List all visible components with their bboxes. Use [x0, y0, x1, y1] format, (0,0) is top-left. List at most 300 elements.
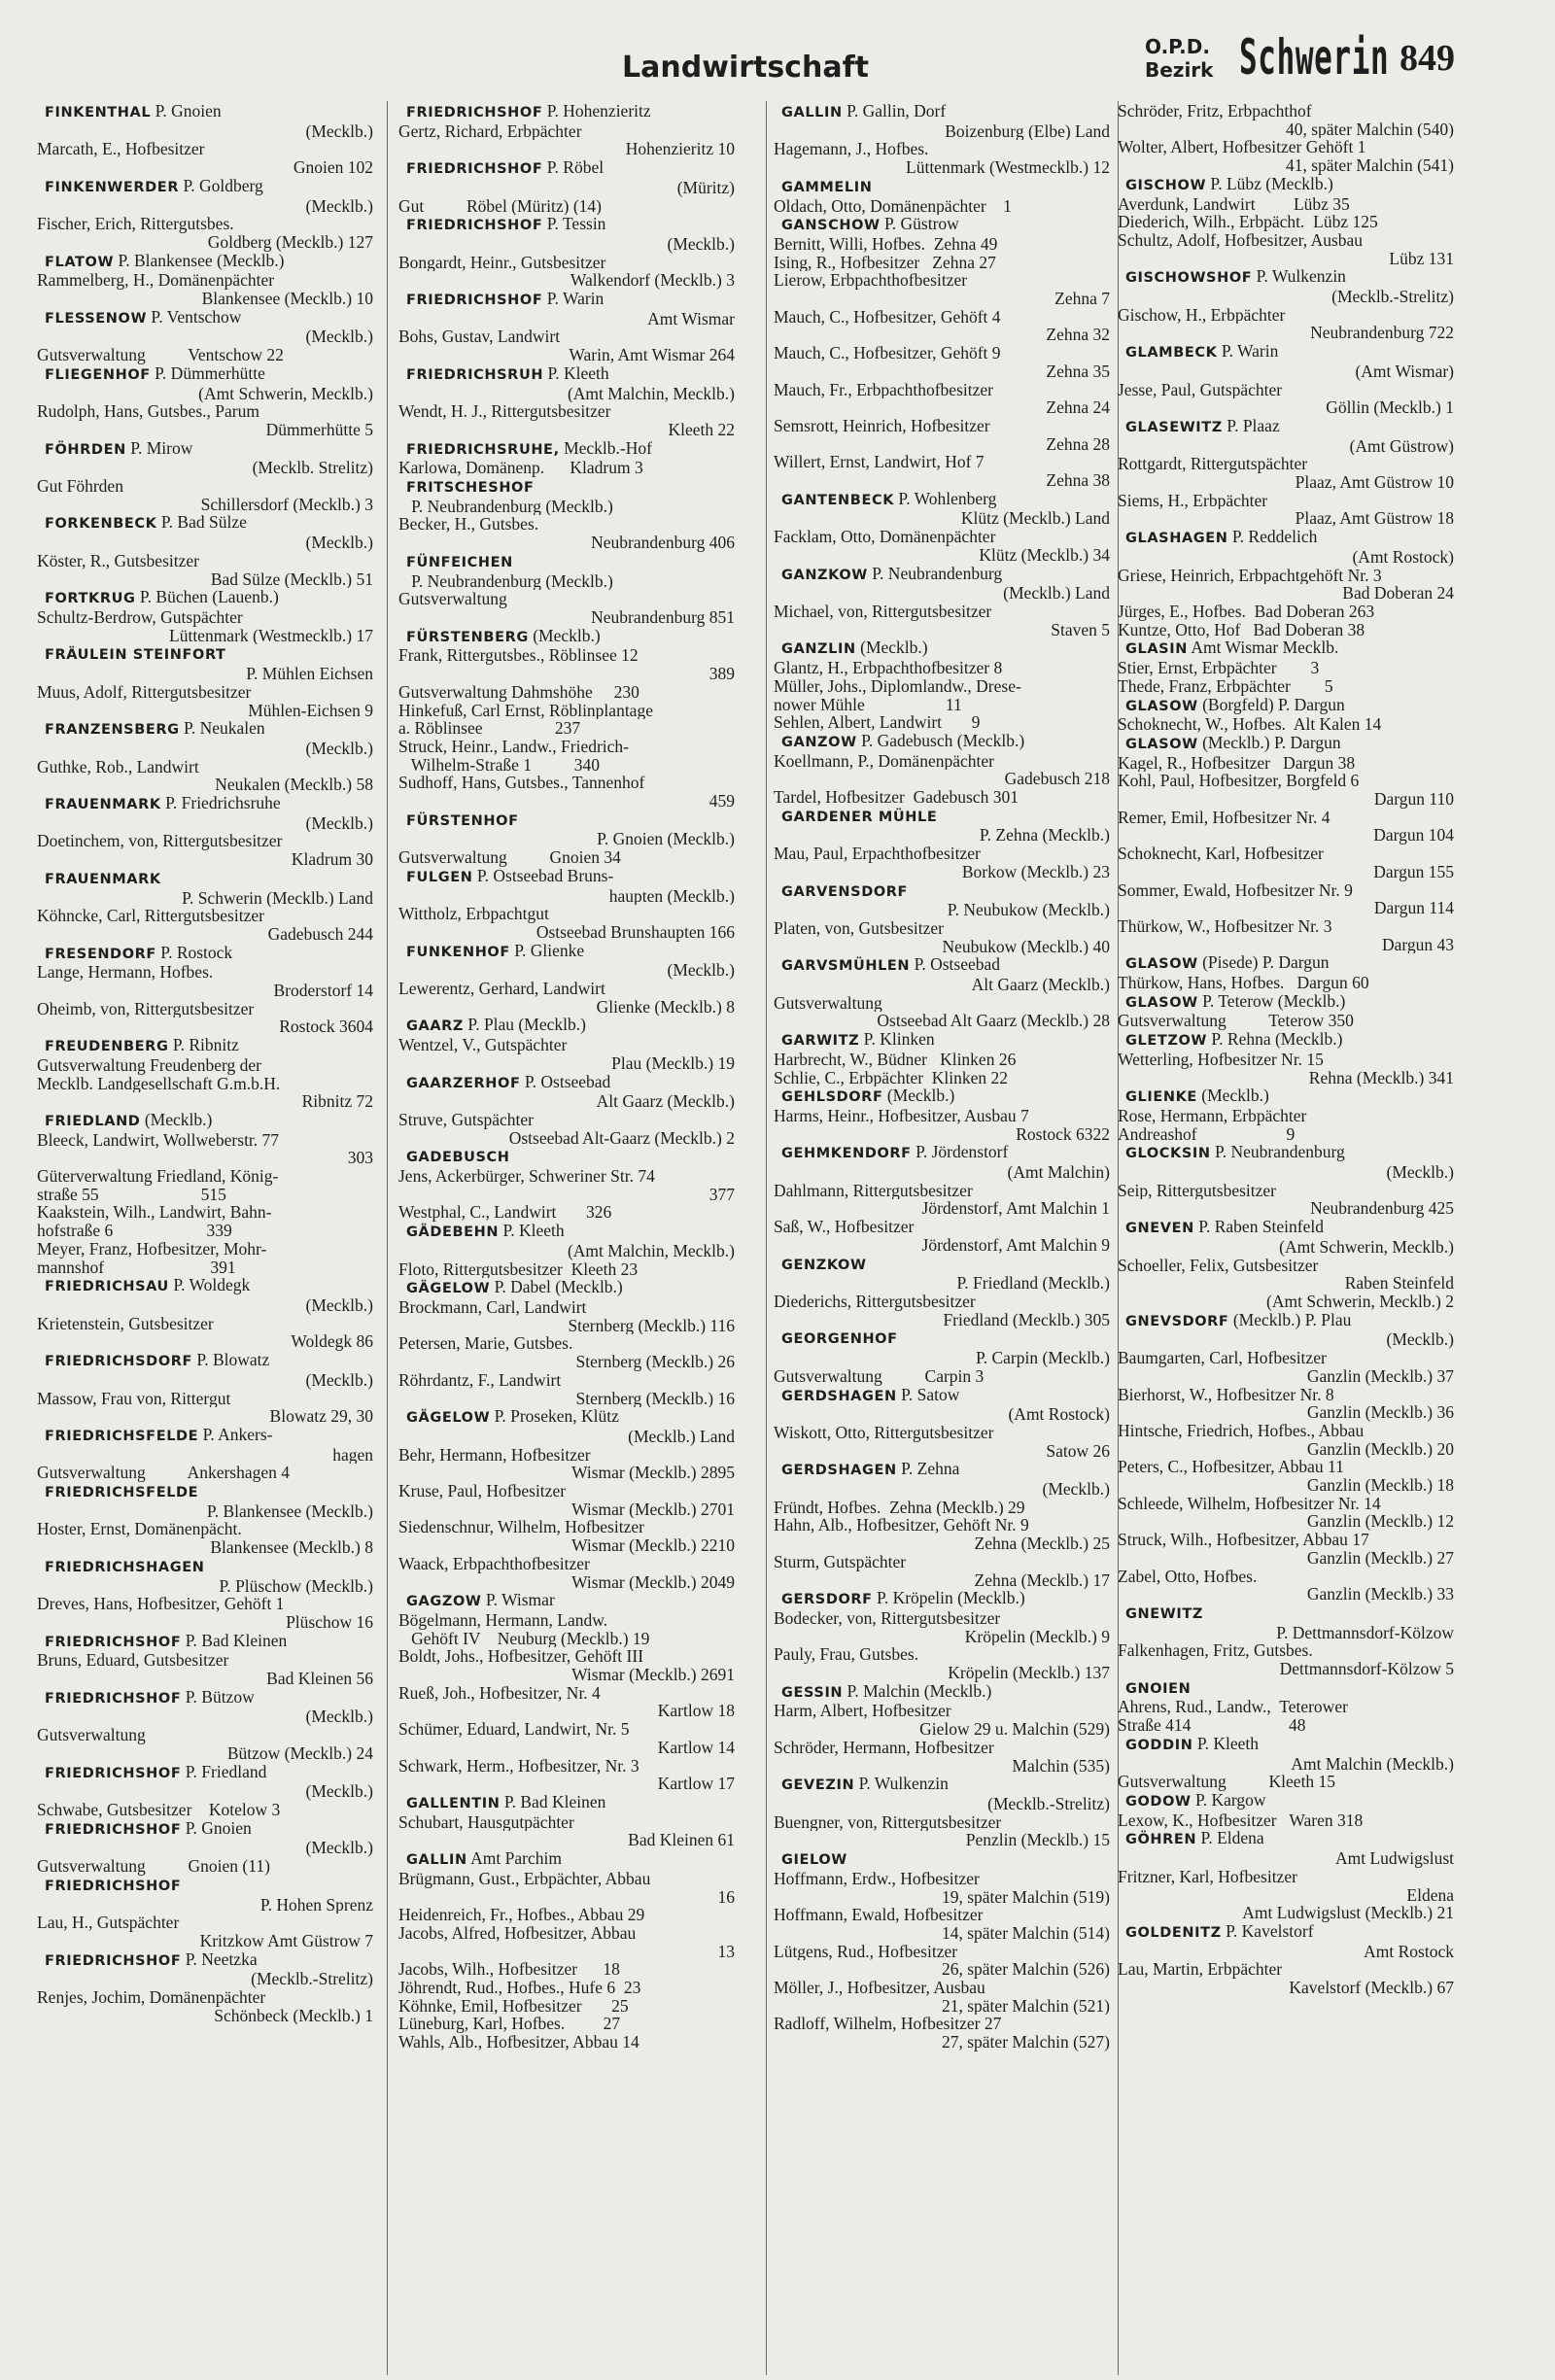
entry-line: Glantz, H., Erbpachthofbesitzer 8 [774, 659, 1003, 677]
place-postal-info: P. Reddelich [1227, 528, 1318, 547]
entry-detail-line: 459 [708, 792, 735, 811]
entry-line: Wolter, Albert, Hofbesitzer Gehöft 1 [1118, 138, 1366, 157]
place-heading [37, 308, 379, 328]
place-postal-info: P. Wulkenzin [854, 1775, 949, 1794]
place-heading [774, 1682, 1116, 1703]
place-postal-info: P. Gallin, Dorf [842, 102, 947, 121]
column-divider [387, 101, 388, 2375]
entry-line: Bongardt, Heinr., Gutsbesitzer [398, 253, 606, 272]
entry-detail-line: Dargun 110 [1373, 790, 1454, 809]
place-heading [398, 290, 741, 310]
entry-detail-line: (Amt Malchin, Mecklb.) [567, 1241, 735, 1260]
entry-detail-line: (Mecklb.-Strelitz) [251, 1970, 373, 1989]
entry-line: Struck, Heinr., Landw., Friedrich- [398, 737, 630, 756]
place-heading [1118, 1030, 1460, 1051]
entry-line: Harm, Albert, Hofbesitzer [774, 1702, 951, 1721]
entry-detail-line: P. Plüschow (Mecklb.) [219, 1576, 373, 1596]
entry-line: Gutsverwaltung Gnoien (11) [37, 1857, 270, 1876]
entry-detail-line: Ostseebad Brunshaupten 166 [536, 922, 735, 942]
entry-line: Harbrecht, W., Büdner Klinken 26 [774, 1050, 1017, 1069]
place-heading [774, 638, 1116, 659]
entry-detail-line: Wismar (Mecklb.) 2049 [571, 1572, 735, 1592]
entry-detail-line: (Mecklb.) Land [1003, 584, 1110, 603]
place-heading [37, 177, 379, 197]
place-postal-info: P. Neubrandenburg [867, 564, 1003, 583]
entry-detail-line: P. Neubukow (Mecklb.) [947, 901, 1110, 919]
place-postal-info: P. Kleeth [499, 1222, 565, 1241]
place-heading [1118, 417, 1460, 437]
place-name: FÖHRDEN [45, 441, 126, 458]
entry-detail-line: (Mecklb.) [305, 328, 373, 347]
entry-line: Dahlmann, Rittergutsbesitzer [774, 1181, 973, 1200]
place-name: FRIEDRICHSAU [45, 1279, 169, 1295]
entry-detail-line: 26, später Malchin (526) [941, 1960, 1110, 1980]
entry-detail-line: Dargun 43 [1381, 935, 1454, 954]
entry-detail-line: Amt Malchin (Mecklb.) [1291, 1754, 1454, 1774]
place-postal-info: P. Hohenzieritz [542, 102, 651, 121]
entry-detail-line: P. Gnoien (Mecklb.) [597, 830, 735, 849]
place-name: GAGZOW [406, 1594, 482, 1610]
place-name: FRIEDRICHSHOF [406, 105, 543, 121]
entry-line: Mauch, Fr., Erbpachthofbesitzer [774, 380, 993, 399]
place-postal-info: P. Neubrandenburg [1210, 1143, 1345, 1162]
entry-line: Gutsverwaltung Dahmshöhe 230 [398, 682, 639, 702]
place-heading [774, 1386, 1116, 1406]
entry-detail-line: Göllin (Mecklb.) 1 [1326, 398, 1454, 417]
entry-line: Gutsverwaltung Ankershagen 4 [37, 1464, 291, 1483]
entry-detail-line: Dümmerhütte 5 [265, 420, 373, 439]
entry-detail-line: Gadebusch 218 [1004, 770, 1110, 789]
entry-line: Falkenhagen, Fritz, Gutsbes. [1118, 1641, 1313, 1661]
entry-detail-line: Gadebusch 244 [267, 924, 373, 944]
place-name: FRIEDRICHSHAGEN [45, 1559, 205, 1575]
place-name: FINKENWERDER [45, 179, 180, 195]
entry-detail-line: (Mecklb.) [305, 1839, 373, 1858]
place-name: GISCHOW [1125, 177, 1207, 193]
entry-line: Michael, von, Rittergutsbesitzer [774, 602, 992, 621]
entry-detail-line: Ganzlin (Mecklb.) 33 [1306, 1585, 1454, 1604]
entry-line: Thürkow, W., Hofbesitzer Nr. 3 [1118, 916, 1332, 936]
place-postal-info: P. Bad Kleinen [500, 1792, 606, 1811]
entry-line: Stier, Ernst, Erbpächter 3 [1118, 659, 1320, 677]
entry-line: Jacobs, Alfred, Hofbesitzer, Abbau [398, 1923, 637, 1943]
entry-detail-line: Lüttenmark (Westmecklb.) 17 [169, 626, 373, 645]
place-name: FRAUENMARK [45, 797, 161, 813]
entry-detail-line: P. Schwerin (Mecklb.) Land [182, 888, 373, 908]
place-name: FRIEDRICHSFELDE [45, 1485, 199, 1501]
entry-line: nower Mühle 11 [774, 695, 962, 714]
entry-line: Kagel, R., Hofbesitzer Dargun 38 [1118, 753, 1356, 773]
entry-line: Muus, Adolf, Rittergutsbesitzer [37, 682, 252, 702]
place-name: GARDENER MÜHLE [781, 809, 938, 825]
entry-detail-line: Zehna 24 [1046, 398, 1110, 417]
entry-detail-line: 377 [708, 1185, 735, 1204]
place-heading [774, 881, 1116, 902]
place-heading [1118, 1143, 1460, 1163]
entry-detail-line: Kladrum 30 [291, 850, 373, 869]
place-name: FÜNFEICHEN [406, 554, 513, 570]
place-postal-info: (Mecklb.) [1196, 1087, 1269, 1106]
entry-line: Jens, Ackerbürger, Schweriner Str. 74 [398, 1167, 655, 1186]
entry-line: Möller, J., Hofbesitzer, Ausbau [774, 1979, 985, 1997]
place-heading [37, 102, 379, 122]
place-heading [398, 1591, 741, 1611]
entry-line: Baumgarten, Carl, Hofbesitzer [1118, 1349, 1327, 1367]
place-heading [1118, 342, 1460, 362]
entry-detail-line: Mühlen-Eichsen 9 [248, 701, 373, 720]
entry-detail-line: (Mecklb.) [305, 1782, 373, 1801]
entry-line: Waack, Erbpachthofbesitzer [398, 1554, 590, 1573]
entry-detail-line: Borkow (Mecklb.) 23 [961, 862, 1110, 881]
place-name: FRIEDRICHSHOF [406, 293, 543, 309]
entry-detail-line: P. Friedland (Mecklb.) [956, 1274, 1110, 1293]
entry-detail-line: Lübz 131 [1389, 249, 1454, 268]
entry-line: Hinkefuß, Carl Ernst, Röblinplantage [398, 701, 653, 720]
opd-line-1: O.P.D. [1145, 35, 1210, 58]
entry-detail-line: Sternberg (Mecklb.) 26 [575, 1353, 735, 1371]
entry-detail-line: Zehna 28 [1046, 434, 1110, 454]
place-postal-info: P. Röbel [542, 158, 605, 178]
entry-detail-line: (Müritz) [676, 178, 735, 197]
entry-detail-line: P. Zehna (Mecklb.) [979, 826, 1110, 845]
entry-line: Gutsverwaltung Freudenberg der [37, 1055, 262, 1075]
entry-detail-line: Rehna (Mecklb.) 341 [1308, 1068, 1454, 1087]
place-postal-info: P. Kleeth [543, 363, 609, 383]
place-name: GEHMKENDORF [781, 1146, 912, 1162]
entry-detail-line: Hohenzieritz 10 [625, 140, 735, 159]
entry-line: Schwabe, Gutsbesitzer Kotelow 3 [37, 1800, 281, 1819]
place-postal-info: P. Zehna [896, 1460, 960, 1479]
place-postal-info: P. Güstrow [880, 215, 959, 234]
entry-line: Sudhoff, Hans, Gutsbes., Tannenhof [398, 774, 645, 793]
entry-detail-line: 41, später Malchin (541) [1285, 156, 1454, 175]
place-name: FRIEDRICHSHOF [45, 1690, 182, 1707]
entry-line: Ising, R., Hofbesitzer Zehna 27 [774, 253, 996, 272]
place-postal-info: P. Kleeth [1192, 1734, 1260, 1753]
place-postal-info: (Mecklb.) [140, 1110, 213, 1129]
entry-line: Thede, Franz, Erbpächter 5 [1118, 676, 1333, 696]
place-postal-info: P. Kröpelin (Mecklb.) [872, 1589, 1025, 1608]
place-name: FORTKRUG [45, 591, 136, 607]
entry-line: Gutsverwaltung Gnoien 34 [398, 848, 621, 867]
entry-detail-line: Kavelstorf (Mecklb.) 67 [1289, 1979, 1454, 1997]
place-name: GLASIN [1125, 641, 1188, 658]
place-name: FRIEDRICHSHOF [45, 1952, 182, 1969]
place-heading [398, 1278, 741, 1298]
place-name: GOLDENITZ [1125, 1924, 1222, 1941]
place-heading [37, 1632, 379, 1652]
entry-line: Oldach, Otto, Domänenpächter 1 [774, 196, 1012, 216]
entry-line: Oheimb, von, Rittergutsbesitzer [37, 999, 255, 1018]
entry-line: Fritzner, Karl, Hofbesitzer [1118, 1867, 1297, 1886]
place-postal-info: P. Ostseebad Bruns- [472, 866, 614, 885]
entry-line: Harms, Heinr., Hofbesitzer, Ausbau 7 [774, 1106, 1029, 1125]
entry-detail-line: Plaaz, Amt Güstrow 10 [1295, 473, 1454, 492]
place-postal-info: P. Bützow [181, 1687, 255, 1707]
entry-line: Diederich, Wilh., Erbpächt. Lübz 125 [1118, 213, 1378, 231]
place-postal-info: P. Warin [1217, 342, 1279, 362]
place-name: GNEVEN [1125, 1221, 1194, 1237]
place-name: GLETZOW [1125, 1033, 1207, 1050]
entry-detail-line: Blankensee (Mecklb.) 10 [201, 290, 373, 308]
entry-line: Brügmann, Gust., Erbpächter, Abbau [398, 1869, 651, 1888]
entry-line: Krietenstein, Gutsbesitzer [37, 1314, 214, 1333]
place-postal-info: P. Ostseebad [910, 955, 1001, 975]
place-heading [398, 867, 741, 887]
place-heading [37, 1876, 379, 1896]
place-postal-info: (Borgfeld) P. Dargun [1197, 695, 1345, 714]
place-postal-info: P. Ankers- [198, 1425, 273, 1444]
entry-detail-line: Kritzkow Amt Güstrow 7 [199, 1931, 373, 1950]
place-postal-info: P. Glienke [509, 941, 585, 960]
column-3 [774, 102, 1116, 2371]
place-name: FRIEDRICHSRUHE, [406, 441, 560, 458]
entry-detail-line: Eldena [1406, 1885, 1454, 1905]
entry-detail-line: Glienke (Mecklb.) 8 [596, 997, 735, 1017]
entry-detail-line: 40, später Malchin (540) [1285, 120, 1454, 139]
place-name: GANSCHOW [781, 218, 881, 234]
entry-detail-line: Plau (Mecklb.) 19 [611, 1053, 735, 1073]
entry-detail-line: Zehna (Mecklb.) 25 [974, 1535, 1110, 1553]
entry-detail-line: 16 [717, 1887, 735, 1907]
place-postal-info: P. Ostseebad [520, 1072, 611, 1091]
entry-detail-line: Blankensee (Mecklb.) 8 [210, 1538, 373, 1557]
place-postal-info: Amt Parchim [466, 1849, 562, 1869]
entry-line: Röhrdantz, F., Landwirt [398, 1370, 562, 1390]
entry-detail-line: Staven 5 [1051, 620, 1110, 639]
opd-district-label [1145, 35, 1213, 82]
place-heading [1118, 992, 1460, 1013]
place-heading [774, 955, 1116, 976]
entry-line: Bernitt, Willi, Hofbes. Zehna 49 [774, 234, 998, 254]
entry-detail-line: Wismar (Mecklb.) 2210 [571, 1536, 735, 1555]
entry-detail-line: P. Carpin (Mecklb.) [975, 1349, 1110, 1367]
place-name: GAARZERHOF [406, 1075, 521, 1091]
entry-line: Frank, Rittergutsbes., Röblinsee 12 [398, 646, 639, 666]
entry-line: Gutsverwaltung Carpin 3 [774, 1366, 985, 1386]
place-name: GARVSMÜHLEN [781, 958, 911, 975]
place-heading [398, 1407, 741, 1428]
place-postal-info: P. Gnoien [181, 1818, 252, 1838]
place-name: GERSDORF [781, 1592, 873, 1608]
entry-detail-line: (Amt Rostock) [1008, 1405, 1110, 1424]
entry-line: Gehöft IV Neuburg (Mecklb.) 19 [398, 1629, 650, 1648]
entry-line: Struck, Wilh., Hofbesitzer, Abbau 17 [1118, 1531, 1369, 1549]
place-postal-info: P. Blankensee (Mecklb.) [114, 251, 285, 270]
entry-detail-line: Alt Gaarz (Mecklb.) [596, 1092, 735, 1111]
entry-detail-line: Neubrandenburg 425 [1310, 1199, 1454, 1219]
entry-line: Wetterling, Hofbesitzer Nr. 15 [1118, 1050, 1324, 1069]
place-heading [1118, 175, 1460, 195]
entry-line: Bruns, Eduard, Gutsbesitzer [37, 1651, 229, 1671]
entry-detail-line: Dargun 155 [1373, 862, 1454, 881]
place-name: FREUDENBERG [45, 1039, 169, 1055]
entry-detail-line: Plaaz, Amt Güstrow 18 [1295, 509, 1454, 529]
entry-line: Güterverwaltung Friedland, König- [37, 1167, 279, 1186]
entry-detail-line: Zehna 35 [1046, 362, 1110, 381]
entry-detail-line: Gnoien 102 [293, 158, 373, 177]
entry-line: a. Röblinsee 237 [398, 719, 581, 738]
place-name: FRIEDRICHSHOF [45, 1878, 182, 1894]
entry-detail-line: Klütz (Mecklb.) 34 [979, 545, 1110, 565]
entry-detail-line: (Mecklb.-Strelitz) [987, 1794, 1110, 1813]
entry-line: Hoster, Ernst, Domänenpächt. [37, 1520, 242, 1539]
entry-detail-line: (Mecklb.) [305, 1707, 373, 1727]
entry-line: P. Neubrandenburg (Mecklb.) [398, 571, 613, 591]
place-name: FRIEDRICHSFELDE [45, 1428, 199, 1444]
place-name: GESSIN [781, 1684, 844, 1701]
entry-detail-line: Malchin (535) [1012, 1756, 1110, 1776]
entry-detail-line: (Amt Schwerin, Mecklb.) [1279, 1237, 1454, 1257]
entry-line: Meyer, Franz, Hofbesitzer, Mohr- [37, 1239, 267, 1259]
place-heading [774, 215, 1116, 235]
place-name: GLASOW [1125, 698, 1198, 714]
place-name: GÄDEBEHN [406, 1224, 500, 1241]
place-heading [37, 794, 379, 814]
entry-line: Hahn, Alb., Hofbesitzer, Gehöft Nr. 9 [774, 1516, 1029, 1535]
entry-line: Guthke, Rob., Landwirt [37, 757, 199, 776]
entry-line: Platen, von, Gutsbesitzer [774, 918, 944, 938]
place-name: GAARZ [406, 1018, 465, 1035]
entry-detail-line: Ganzlin (Mecklb.) 12 [1306, 1512, 1454, 1532]
entry-line: Hintsche, Friedrich, Hofbes., Abbau [1118, 1421, 1365, 1440]
entry-detail-line: Jördenstorf, Amt Malchin 1 [921, 1199, 1110, 1219]
entry-line: Schoknecht, Karl, Hofbesitzer [1118, 845, 1324, 863]
entry-line: Schultz-Berdrow, Gutspächter [37, 607, 243, 627]
entry-line: Hagemann, J., Hofbes. [774, 140, 929, 159]
place-name: GANZOW [781, 734, 857, 750]
place-heading [774, 1849, 1116, 1870]
place-name: GADEBUSCH [406, 1150, 510, 1166]
entry-detail-line: Neubrandenburg 722 [1310, 324, 1454, 343]
place-heading [37, 1950, 379, 1971]
place-heading [774, 1030, 1116, 1051]
place-postal-info: P. Wohlenberg [894, 489, 997, 508]
entry-line: Diederichs, Rittergutsbesitzer [774, 1293, 976, 1311]
place-heading [398, 158, 741, 179]
entry-line: Averdunk, Landwirt Lübz 35 [1118, 194, 1350, 214]
entry-detail-line: Bad Doberan 24 [1342, 584, 1454, 603]
entry-line: Saß, W., Hofbesitzer [774, 1218, 915, 1236]
place-postal-info: P. Ribnitz [168, 1036, 239, 1055]
entry-line: Koellmann, P., Domänenpächter [774, 751, 994, 771]
entry-detail-line: Wismar (Mecklb.) 2701 [571, 1500, 735, 1519]
entry-line: Hoffmann, Ewald, Hofbesitzer [774, 1906, 984, 1924]
entry-line: Kuntze, Otto, Hof Bad Doberan 38 [1118, 620, 1365, 639]
entry-line: straße 55 515 [37, 1185, 226, 1204]
place-postal-info: P. Bad Sülze [156, 513, 247, 533]
place-heading [1118, 1311, 1460, 1331]
entry-line: Lütgens, Rud., Hofbesitzer [774, 1942, 958, 1961]
entry-line: Petersen, Marie, Gutsbes. [398, 1334, 573, 1354]
entry-detail-line: Broderstorf 14 [273, 982, 373, 1000]
place-name: GLASOW [1125, 736, 1198, 752]
entry-line: Semsrott, Heinrich, Hofbesitzer [774, 416, 990, 435]
place-postal-info: P. Büchen (Lauenb.) [135, 588, 279, 607]
entry-detail-line: P. Hohen Sprenz [259, 1895, 373, 1914]
entry-line: Schleede, Wilhelm, Hofbesitzer Nr. 14 [1118, 1494, 1381, 1513]
place-name: FRAUENMARK [45, 871, 161, 887]
entry-line: Bleeck, Landwirt, Wollweberstr. 77 [37, 1130, 280, 1150]
entry-detail-line: (Amt Wismar) [1355, 362, 1454, 381]
entry-line: Lewerentz, Gerhard, Landwirt [398, 980, 605, 998]
place-postal-info: P. Eldena [1196, 1829, 1264, 1848]
place-name: GANZKOW [781, 567, 868, 583]
place-name: GODDIN [1125, 1737, 1193, 1753]
entry-detail-line: P. Mühlen Eichsen [246, 665, 373, 683]
entry-detail-line: Zehna (Mecklb.) 17 [974, 1570, 1110, 1590]
place-heading [398, 552, 741, 572]
place-name: GIELOW [781, 1852, 847, 1869]
place-heading [398, 811, 741, 831]
place-postal-info: P. Plau (Mecklb.) [464, 1016, 586, 1035]
entry-line: Schröder, Hermann, Hofbesitzer [774, 1738, 994, 1757]
entry-detail-line: Wismar (Mecklb.) 2895 [571, 1464, 735, 1483]
entry-line: Rammelberg, H., Domänenpächter [37, 271, 275, 291]
entry-detail-line: Ganzlin (Mecklb.) 37 [1306, 1366, 1454, 1386]
entry-detail-line: Zehna 38 [1046, 471, 1110, 490]
entry-line: Boldt, Johs., Hofbesitzer, Gehöft III [398, 1647, 644, 1667]
place-heading [1118, 638, 1460, 659]
place-heading [1118, 1791, 1460, 1811]
entry-line: Rueß, Joh., Hofbesitzer, Nr. 4 [398, 1683, 601, 1703]
entry-line: Gertz, Richard, Erbpächter [398, 121, 582, 141]
entry-line: Wendt, H. J., Rittergutsbesitzer [398, 402, 611, 421]
entry-line: Ahrens, Rud., Landw., Teterower [1118, 1698, 1348, 1717]
entry-line: Brockmann, Carl, Landwirt [398, 1298, 587, 1317]
entry-detail-line: (Mecklb.-Strelitz) [1331, 288, 1454, 306]
entry-detail-line: 303 [347, 1149, 373, 1168]
entry-line: Becker, H., Gutsbes. [398, 515, 539, 535]
entry-detail-line: Bad Kleinen 61 [628, 1831, 735, 1850]
place-name: FRANZENSBERG [45, 722, 180, 739]
place-name: FÜRSTENHOF [406, 812, 519, 829]
entry-line: Remer, Emil, Hofbesitzer Nr. 4 [1118, 808, 1330, 827]
place-postal-info: (Mecklb.) [882, 1087, 955, 1106]
entry-detail-line: (Mecklb.) [305, 534, 373, 552]
entry-detail-line: Kröpelin (Mecklb.) 137 [948, 1664, 1110, 1682]
entry-line: Schoeller, Felix, Gutsbesitzer [1118, 1256, 1319, 1275]
entry-line: Schlie, C., Erbpächter Klinken 22 [774, 1068, 1009, 1087]
column-2 [398, 102, 741, 2371]
place-heading [398, 477, 741, 498]
place-heading [37, 439, 379, 460]
place-postal-info: P. Woldegk [168, 1276, 251, 1295]
place-name: GEHLSDORF [781, 1089, 883, 1106]
place-heading [774, 1255, 1116, 1275]
entry-line: Jürges, E., Hofbes. Bad Doberan 263 [1118, 602, 1375, 621]
entry-line: Mauch, C., Hofbesitzer, Gehöft 4 [774, 307, 1001, 327]
section-title: Landwirtschaft [622, 51, 869, 85]
entry-detail-line: Jördenstorf, Amt Malchin 9 [921, 1235, 1110, 1255]
entry-line: Wahls, Alb., Hofbesitzer, Abbau 14 [398, 2033, 639, 2052]
place-name: GNEVSDORF [1125, 1313, 1229, 1329]
place-name: GÄGELOW [406, 1281, 491, 1297]
place-postal-info: P. Rostock [156, 943, 233, 962]
entry-line: Buengner, von, Rittergutsbesitzer [774, 1812, 1002, 1832]
place-name: GLASOW [1125, 956, 1198, 973]
entry-detail-line: (Mecklb.) [667, 234, 735, 254]
place-name: GANTENBECK [781, 492, 895, 508]
entry-detail-line: Ostseebad Alt Gaarz (Mecklb.) 28 [877, 1012, 1110, 1031]
place-heading [774, 1143, 1116, 1163]
place-postal-info: P. Ventschow [147, 307, 242, 327]
entry-detail-line: Ganzlin (Mecklb.) 36 [1306, 1403, 1454, 1422]
place-postal-info: P. Friedland [181, 1762, 267, 1781]
entry-detail-line: Klütz (Mecklb.) Land [960, 509, 1110, 529]
entry-line: Floto, Rittergutsbesitzer Kleeth 23 [398, 1259, 639, 1279]
place-postal-info: (Mecklb.) P. Plau [1228, 1310, 1352, 1329]
